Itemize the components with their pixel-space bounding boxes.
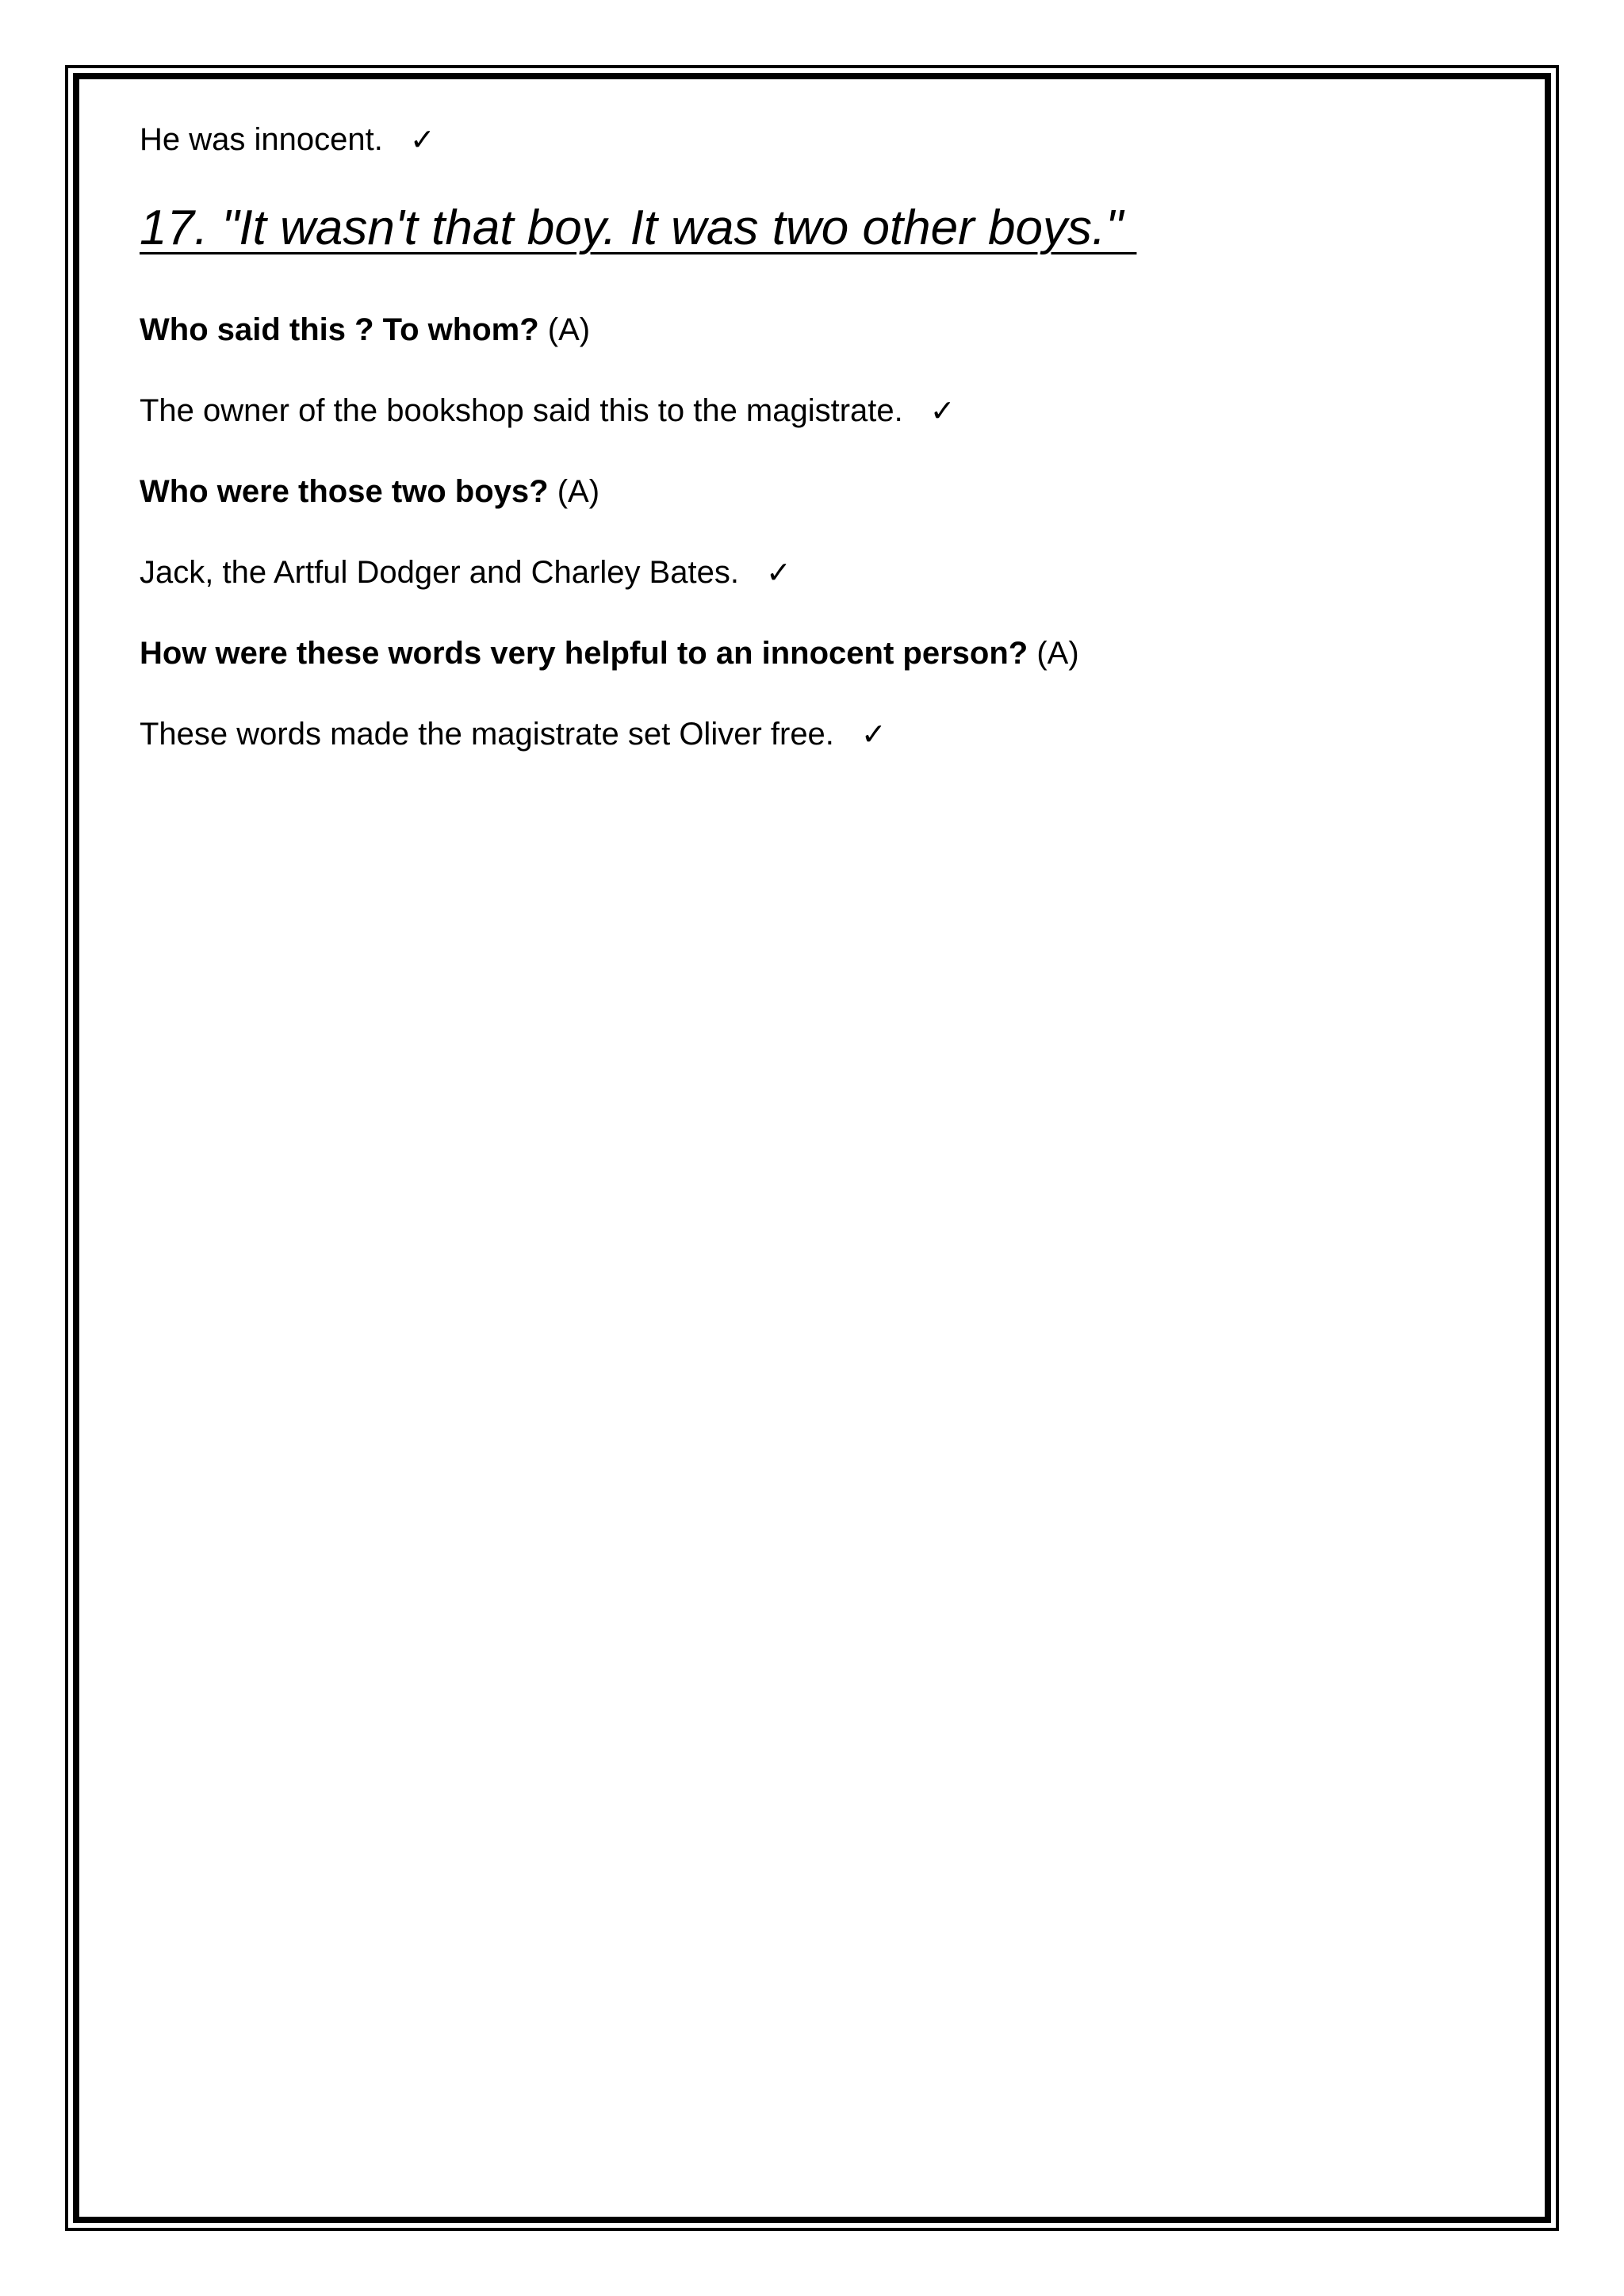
question-line [140, 314, 590, 346]
answer-line [140, 124, 435, 155]
answer-text: He was innocent. [140, 122, 383, 157]
question-text: Who said this ? To whom? [140, 312, 539, 347]
question-text: Who were those two boys? [140, 474, 549, 509]
checkmark-icon: ✓ [765, 555, 791, 590]
question-text: How were these words very helpful to an innocent person? [140, 636, 1028, 671]
answer-text: The owner of the bookshop said this to the magistrate. [140, 393, 903, 428]
question-line [140, 476, 599, 507]
answer-text: These words made the magistrate set Oliver free. [140, 717, 834, 752]
answer-text: Jack, the Artful Dodger and Charley Bates. [140, 555, 739, 590]
checkmark-icon: ✓ [860, 717, 887, 752]
checkmark-icon: ✓ [409, 122, 435, 157]
answer-line [140, 557, 791, 588]
question-line [140, 637, 1079, 669]
answer-line [140, 718, 887, 750]
checkmark-icon: ✓ [929, 393, 956, 428]
section-heading: 17. "It wasn't that boy. It was two other boys." [140, 201, 1137, 255]
question-tag: (A) [547, 312, 591, 347]
answer-line [140, 395, 956, 427]
question-tag: (A) [1036, 636, 1079, 671]
question-tag: (A) [557, 474, 600, 509]
